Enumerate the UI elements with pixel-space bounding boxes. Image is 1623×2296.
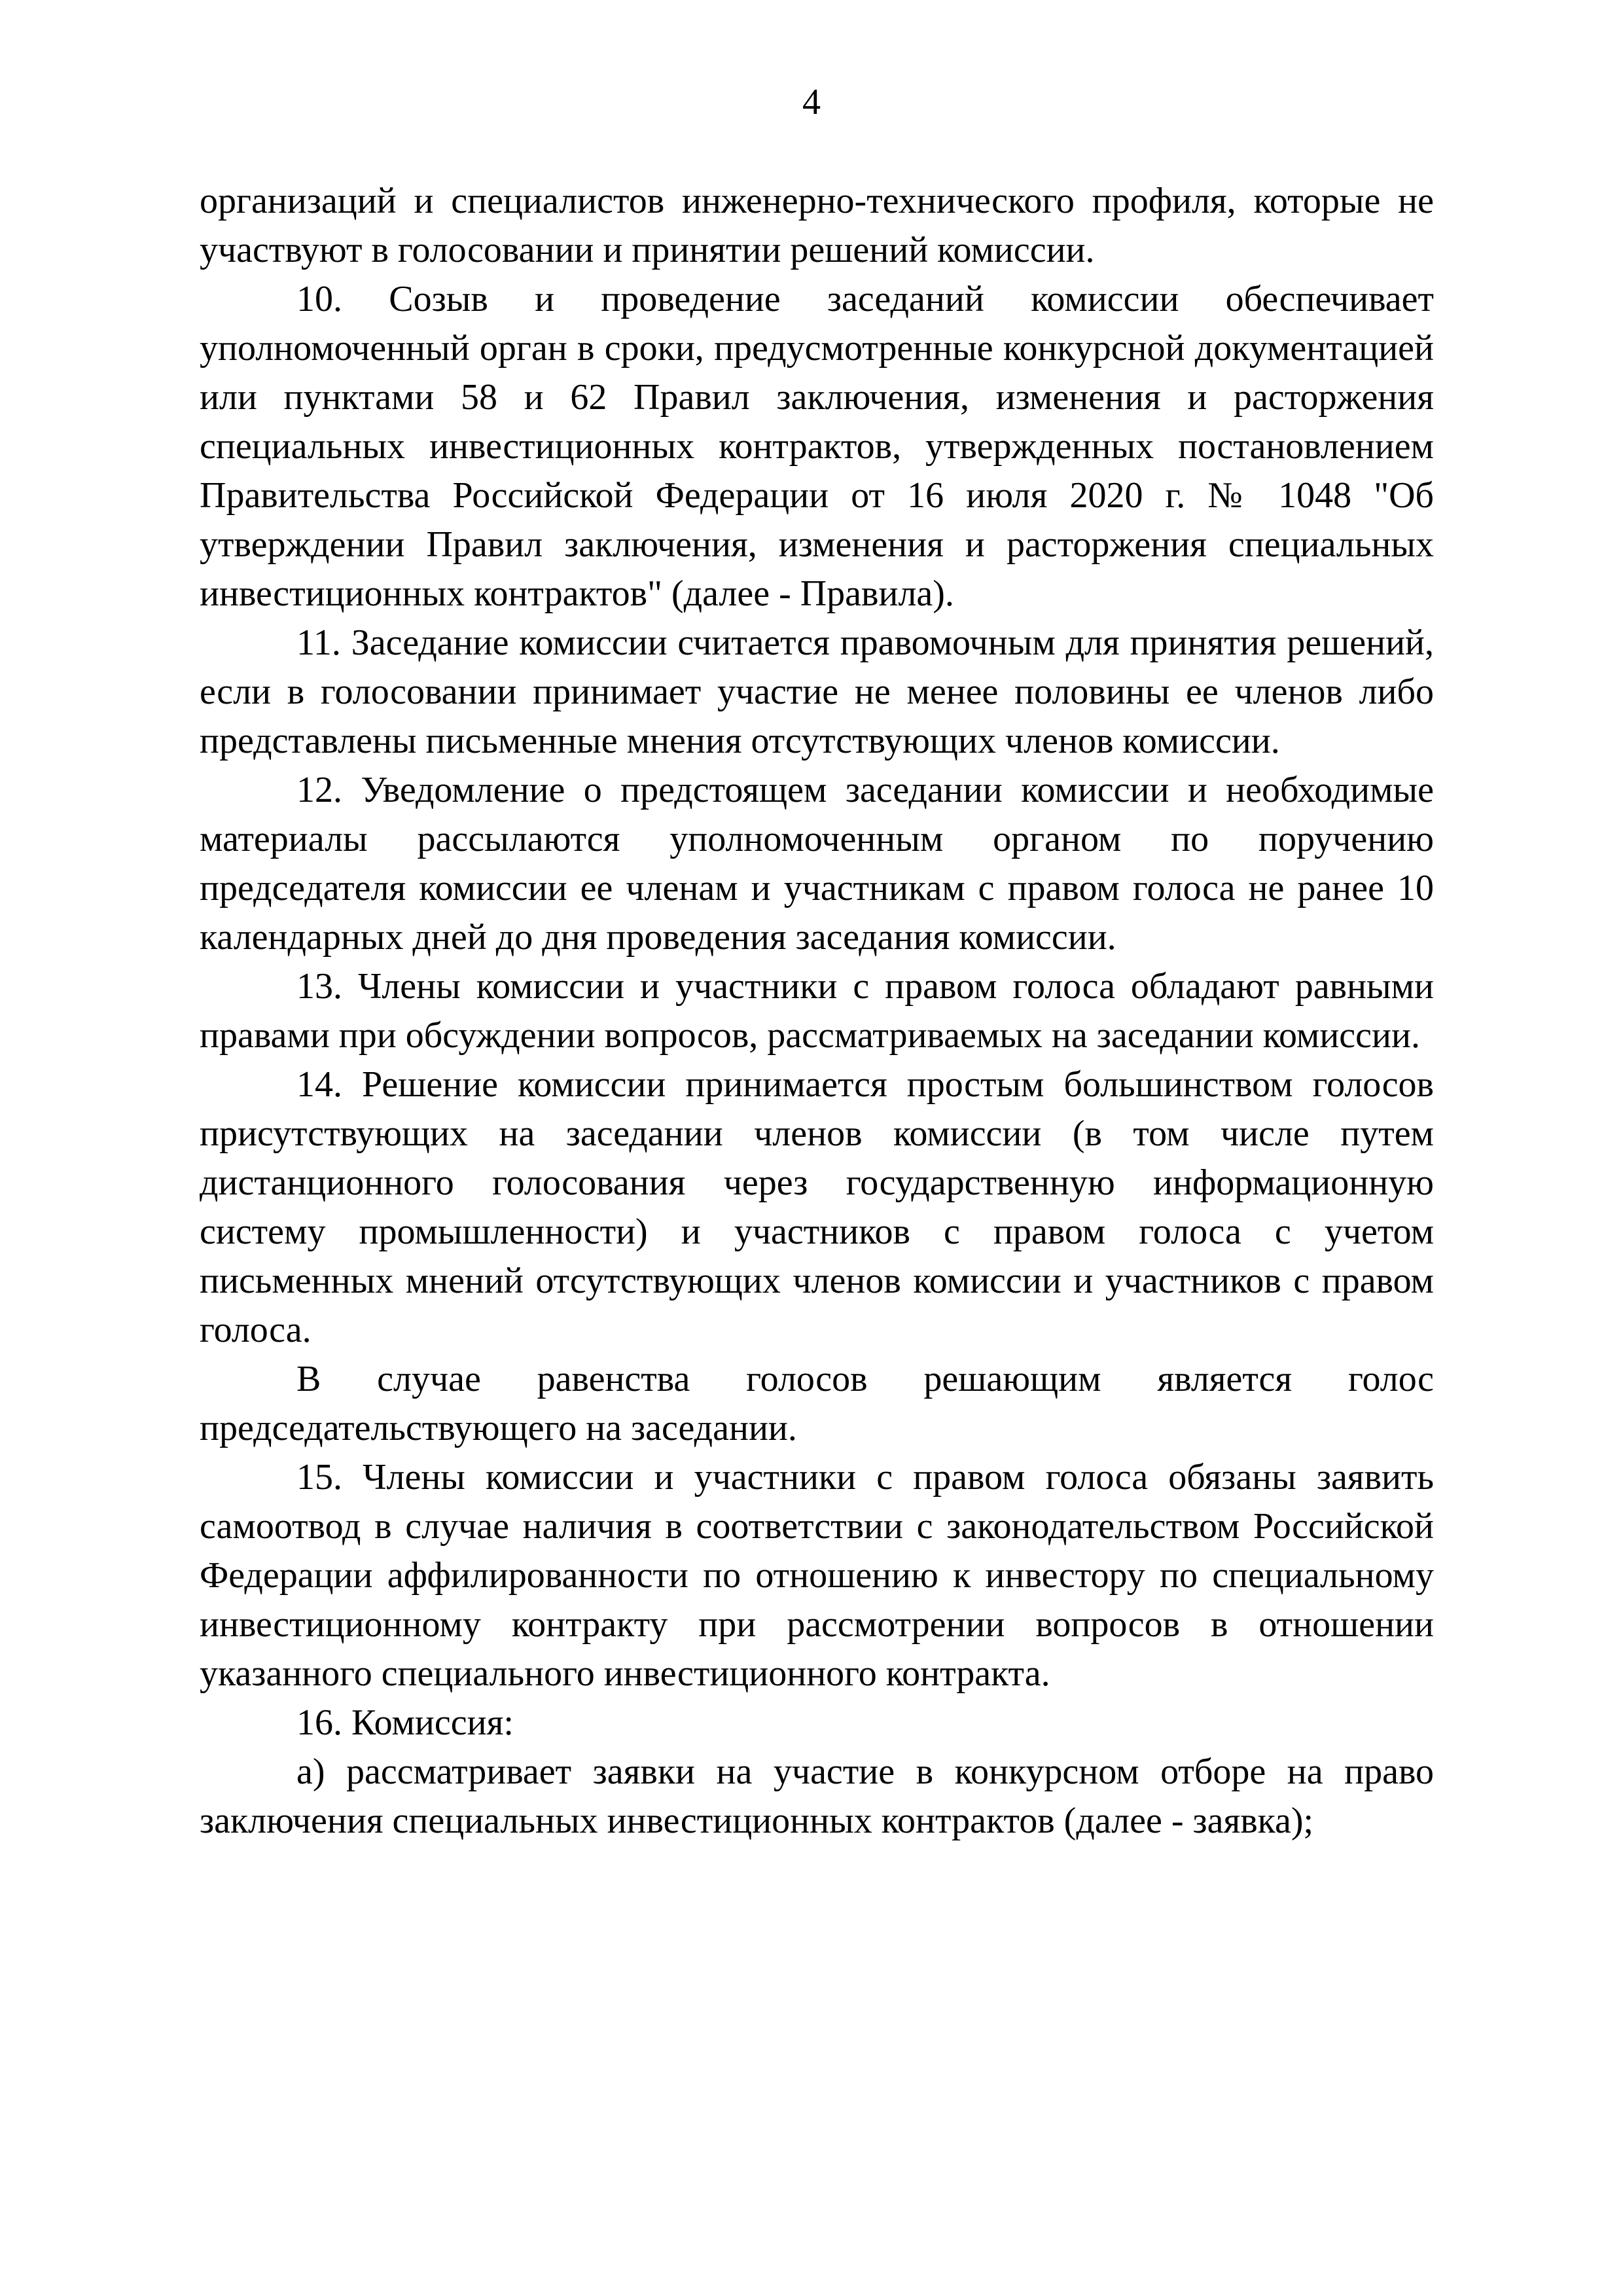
document-body — [200, 177, 1434, 1846]
paragraph-item-14: 14. Решение комиссии принимается простым большинством голосов присутствующих на заседании членов комиссии (в том числе путем дистанционного голосования через государственную информационную систему промышленности) и участников с правом голоса с учетом письменных мнений отсутствующих членов комиссии и участников с правом голоса. — [200, 1064, 1434, 1350]
paragraph-continuation: организаций и специалистов инженерно-технического профиля, которые не участвуют в голосовании и принятии решений комиссии. — [200, 181, 1434, 270]
paragraph-item-10: 10. Созыв и проведение заседаний комиссии обеспечивает уполномоченный орган в сроки, предусмотренные конкурсной документацией или пунктами 58 и 62 Правил заключения, изменения и расторжения специальных инвестиционных контрактов, утвержденных постановлением Правительства Российской Федерации от 16 июля 2020 г. № 1048 "Об утверждении Правил заключения, изменения и расторжения специальных инвестиционных контрактов" (далее - Правила). — [200, 279, 1434, 614]
paragraph-item-16: 16. Комиссия: — [296, 1702, 514, 1743]
page-number: 4 — [802, 82, 821, 122]
paragraph-item-13: 13. Члены комиссии и участники с правом голоса обладают равными правами при обсуждении вопросов, рассматриваемых на заседании комиссии. — [200, 966, 1434, 1056]
paragraph-item-12: 12. Уведомление о предстоящем заседании комиссии и необходимые материалы рассылаются уполномоченным органом по поручению председателя комиссии ее членам и участникам с правом голоса не ранее 10 календарных дней до дня проведения заседания комиссии. — [200, 770, 1434, 958]
paragraph-tie-vote: В случае равенства голосов решающим является голос председательствующего на заседании. — [200, 1359, 1434, 1448]
paragraph-item-11: 11. Заседание комиссии считается правомочным для принятия решений, если в голосовании принимает участие не менее половины ее членов либо представлены письменные мнения отсутствующих членов комиссии. — [200, 622, 1434, 761]
paragraph-item-15: 15. Члены комиссии и участники с правом голоса обязаны заявить самоотвод в случае наличия в соответствии с законодательством Российской Федерации аффилированности по отношению к инвестору по специальному инвестиционному контракту при рассмотрении вопросов в отношении указанного специального инвестиционного контракта. — [200, 1457, 1434, 1694]
paragraph-item-16a: а) рассматривает заявки на участие в конкурсном отборе на право заключения специальных инвестиционных контрактов (далее - заявка); — [200, 1751, 1434, 1841]
